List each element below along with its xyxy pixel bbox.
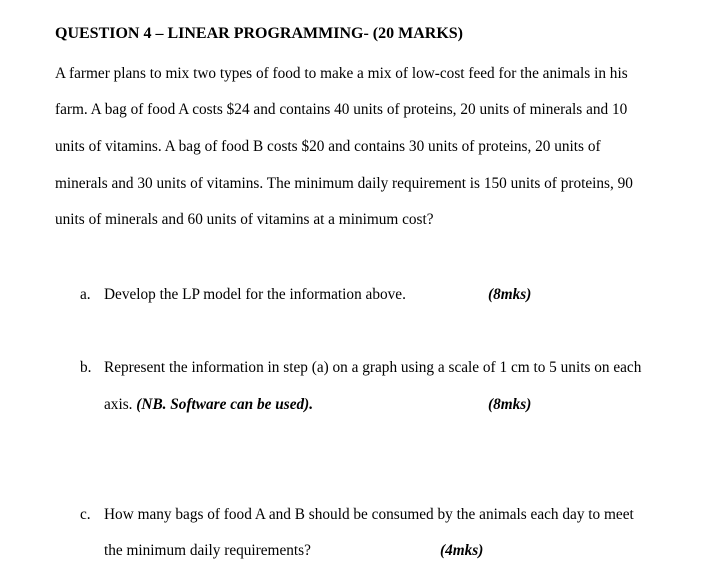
part-a-marks: (8mks): [488, 286, 532, 303]
part-b-note: (NB. Software can be used).: [136, 396, 314, 413]
intro-line-3: units of vitamins. A bag of food B costs $20 and contains 30 units of proteins, 20 units of: [55, 138, 601, 155]
part-a-label: a.: [80, 286, 91, 303]
part-c-label: c.: [80, 506, 91, 523]
part-a-text: Develop the LP model for the information above.: [104, 286, 406, 303]
question-title: QUESTION 4 – LINEAR PROGRAMMING- (20 MARKS): [55, 25, 463, 42]
intro-line-2: farm. A bag of food A costs $24 and contains 40 units of proteins, 20 units of minerals and 10: [55, 101, 628, 118]
intro-line-5: units of minerals and 60 units of vitamins at a minimum cost?: [55, 211, 434, 228]
part-c-text-line-2: the minimum daily requirements?: [104, 542, 311, 559]
part-b-text-line-1: Represent the information in step (a) on a graph using a scale of 1 cm to 5 units on each: [104, 359, 642, 376]
part-b-label: b.: [80, 359, 92, 376]
intro-line-1: A farmer plans to mix two types of food to make a mix of low-cost feed for the animals in his: [55, 65, 628, 82]
part-b-text-line-2: [104, 396, 313, 414]
part-b-axis-text: axis.: [104, 396, 133, 413]
part-c-text-line-1: How many bags of food A and B should be consumed by the animals each day to meet: [104, 506, 634, 523]
intro-line-4: minerals and 30 units of vitamins. The minimum daily requirement is 150 units of proteins, 90: [55, 175, 633, 192]
part-c-marks: (4mks): [440, 542, 484, 559]
part-b-marks: (8mks): [488, 396, 532, 413]
